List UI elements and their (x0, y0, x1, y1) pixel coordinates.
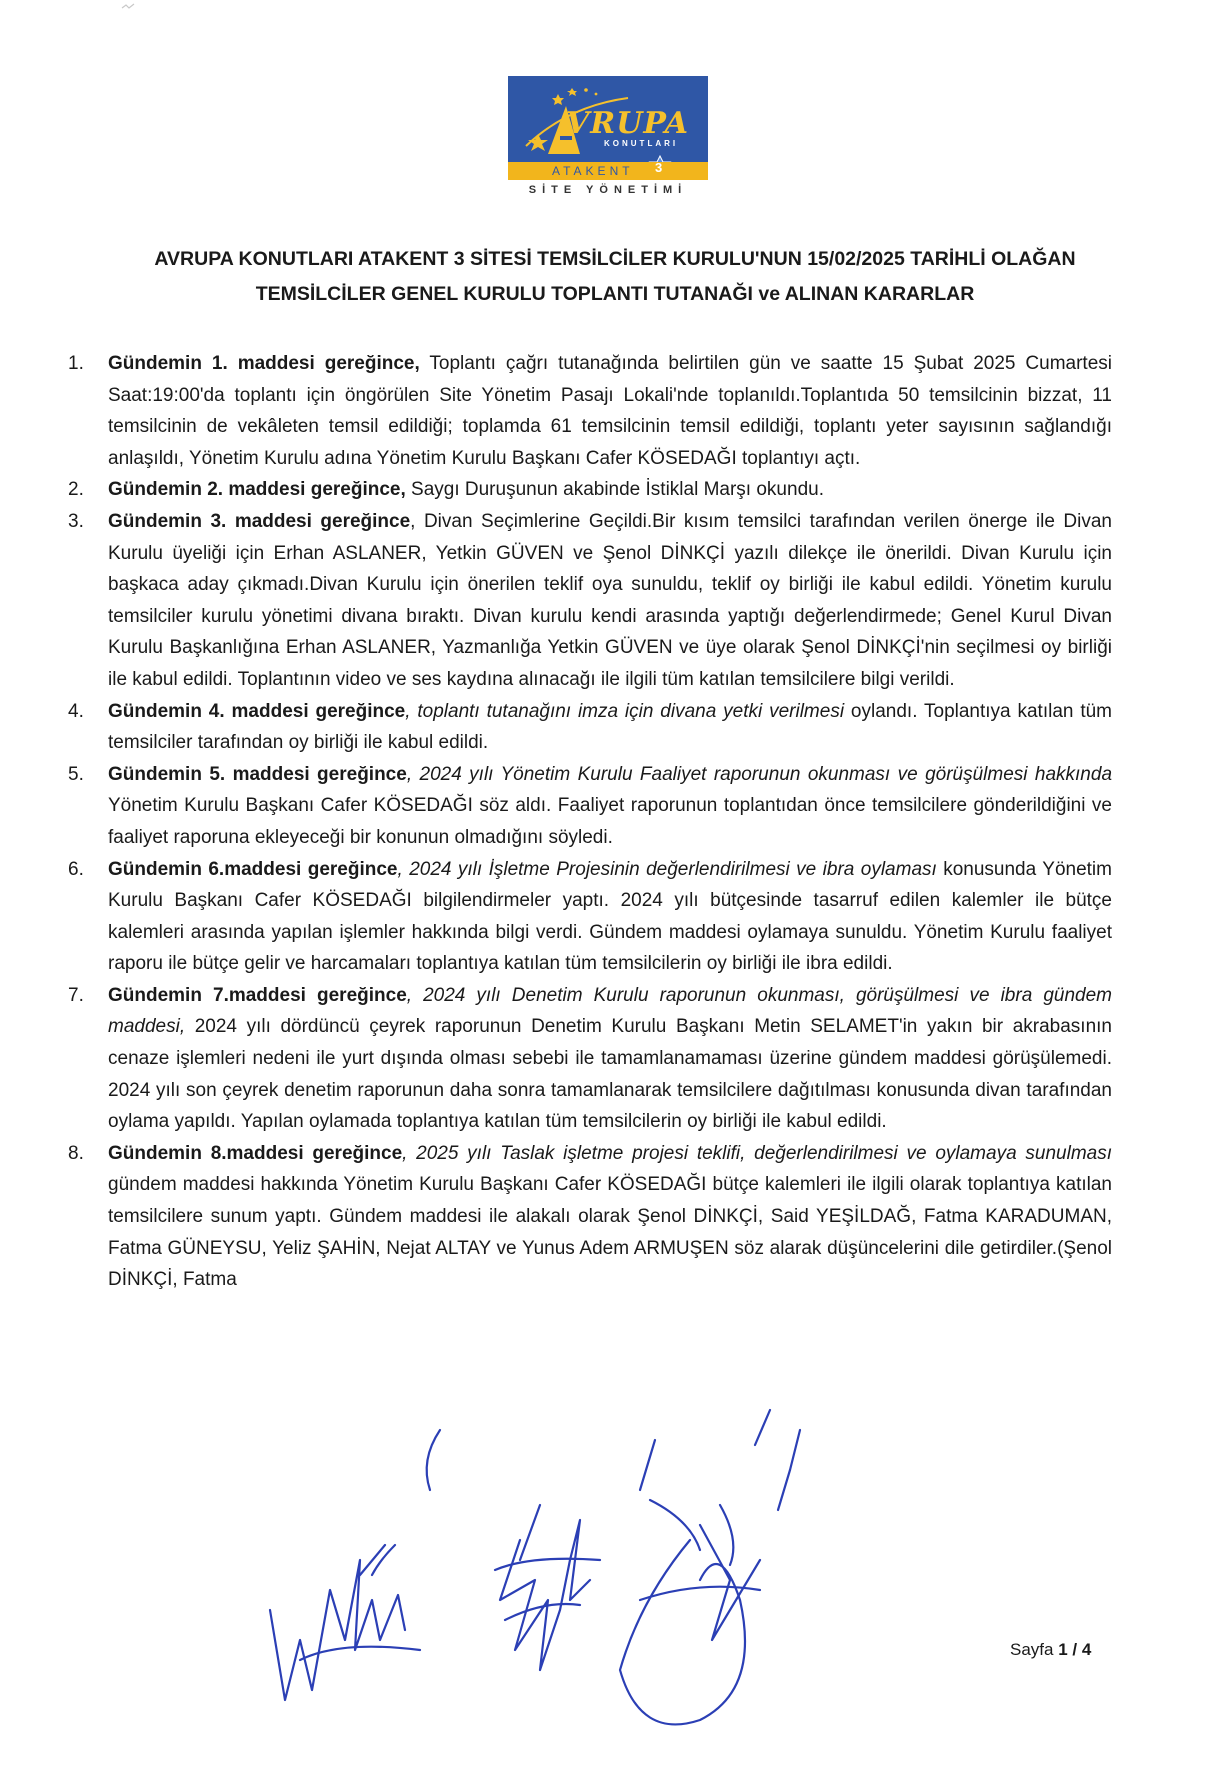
agenda-item-lead: Gündemin 5. maddesi gereğince (108, 763, 407, 785)
agenda-item (68, 474, 1112, 506)
agenda-item-italic: , 2024 yılı Denetim Kurulu raporunun okunması, görüşülmesi ve ibra gündem maddesi, (108, 984, 1112, 1038)
agenda-item-text: Saygı Duruşunun akabinde İstiklal Marşı okundu. (405, 479, 824, 501)
page-label: Sayfa (1010, 1640, 1054, 1659)
logo-wordmark: VRUPA (566, 106, 690, 141)
agenda-item-italic: , 2024 yılı İşletme Projesinin değerlendirilmesi ve ibra oylaması (397, 858, 937, 880)
agenda-item-lead: Gündemin 8.maddesi gereğince (108, 1142, 403, 1164)
agenda-item-lead: Gündemin 1. maddesi gereğince, (108, 353, 420, 374)
agenda-item-lead: Gündemin 4. maddesi gereğince (108, 700, 406, 722)
logo-caption: SİTE YÖNETİMİ (528, 184, 688, 196)
agenda-item-text: gündem maddesi hakkında Yönetim Kurulu Başkanı Cafer KÖSEDAĞI bütçe kalemleri ile ilgili olarak toplantıya katılan temsilcilere sunum yaptı. Gündem maddesi ile alakalı olarak Şenol DİNKÇİ, Said YEŞİLDAĞ, Fatma KARADUMAN, Fatma GÜNEYSU, Yeliz ŞAHİN, Nejat ALTAY ve Yunus Adem ARMUŞEN söz alarak düşüncelerini dile getirdiler.(Şenol DİNKÇİ, Fatma (108, 1174, 1112, 1291)
logo-subtitle: KONUTLARI (604, 139, 679, 148)
page-number (1010, 1640, 1091, 1660)
site-logo (508, 76, 708, 196)
agenda-item (68, 980, 1112, 1138)
agenda-item (68, 506, 1112, 696)
agenda-item-italic: , 2025 yılı Taslak işletme projesi teklifi, değerlendirilmesi ve oylamaya sunulması (402, 1142, 1112, 1164)
title-line-1: AVRUPA KONUTLARI ATAKENT 3 SİTESİ TEMSİLCİLER KURULU'NUN 15/02/2025 TARİHLİ OLAĞAN (154, 248, 1076, 270)
logo-atakent-text: ATAKENT (552, 164, 634, 178)
document-title (100, 242, 1130, 312)
agenda-item (68, 1138, 1112, 1296)
agenda-item-number: 8. (68, 1142, 84, 1164)
agenda-item (68, 759, 1112, 854)
page-total: 4 (1081, 1640, 1092, 1659)
agenda-item-text: konusunda Yönetim Kurulu Başkanı Cafer KÖSEDAĞI bilgilendirmeler yaptı. 2024 yılı bütçesinde tasarruf edilen kalemler ile bütçe kalemleri arasında yapılan işlemler hakkında bilgi verdi. Gündem maddesi oylamaya sunuldu. Yönetim Kurulu faaliyet raporu ile bütçe gelir ve harcamaları toplantıya katılan tüm temsilcilerin oy birliği ile ibra edildi. (108, 858, 1112, 975)
scan-artifact (120, 2, 140, 12)
agenda-item-italic: , toplantı tutanağını imza için divana yetki verilmesi (405, 700, 845, 722)
agenda-item-number: 5. (68, 763, 84, 785)
agenda-item-number: 1. (68, 353, 84, 374)
agenda-item-number: 3. (68, 510, 84, 532)
page-separator: / (1072, 1640, 1078, 1659)
agenda-item-lead: Gündemin 2. maddesi gereğince, (108, 479, 406, 501)
agenda-item-text: Yönetim Kurulu Başkanı Cafer KÖSEDAĞI söz aldı. Faaliyet raporunun toplantıdan önce temsilcilere gönderildiğini ve faaliyet raporuna ekleyeceği bir konunun olmadığını söyledi. (108, 795, 1112, 848)
agenda-item-italic: , 2024 yılı Yönetim Kurulu Faaliyet raporunun okunması ve görüşülmesi hakkında (406, 763, 1113, 785)
agenda-item-lead: Gündemin 7.maddesi gereğince (108, 984, 407, 1006)
title-line-2: TEMSİLCİLER GENEL KURULU TOPLANTI TUTANAĞI ve ALINAN KARARLAR (255, 283, 975, 305)
agenda-item-text: oylandı. Toplantıya katılan tüm temsilciler tarafından oy birliği ile kabul edildi. (108, 700, 1112, 754)
agenda-item-number: 6. (68, 858, 84, 880)
logo-emblem (508, 76, 708, 180)
agenda-item-number: 7. (68, 984, 84, 1006)
logo-badge-number: 3 (655, 160, 663, 175)
agenda-item-lead: Gündemin 3. maddesi gereğince (108, 510, 411, 532)
agenda-item-number: 2. (68, 479, 84, 501)
agenda-item-lead: Gündemin 6.maddesi gereğince (108, 858, 398, 880)
agenda-item-text: Toplantı çağrı tutanağında belirtilen gün ve saatte 15 Şubat 2025 Cumartesi Saat:19:00'da toplantı için öngörülen Site Yönetim Pasajı Lokali'nde toplanıldı.Toplantıda 50 temsilcinin bizzat, 11 temsilcinin de vekâleten temsil edildiği; toplamda 61 temsilcinin temsil edildiği, toplantı yeter sayısının sağlandığı anlaşıldı, Yönetim Kurulu adına Yönetim Kurulu Başkanı Cafer KÖSEDAĞI toplantıyı açtı. (108, 353, 1113, 469)
agenda-item (68, 854, 1112, 980)
agenda-item-number: 4. (68, 700, 84, 722)
agenda-item (68, 348, 1112, 474)
agenda-item-text: , Divan Seçimlerine Geçildi.Bir kısım temsilci tarafından verilen önerge ile Divan Kurulu üyeliği için Erhan ASLANER, Yetkin GÜVEN ve Şenol DİNKÇİ yazılı dilekçe ile önerildi. Divan Kurulu için başkaca aday çıkmadı.Divan Kurulu için önerilen teklif oya sunuldu, teklif oy birliği ile kabul edildi. Yönetim kurulu temsilciler kurulu yönetimi divana bıraktı. Divan kurulu kendi arasında yaptığı değerlendirmede; Genel Kurul Divan Kurulu Başkanlığına Erhan ASLANER, Yazmanlığa Yetkin GÜVEN ve üye olarak Şenol DİNKÇİ'nin seçilmesi oy birliği ile kabul edildi. Toplantının video ve ses kaydına alınacağı ile ilgili tüm katılan temsilcilere bilgi verildi. (108, 510, 1112, 690)
agenda-item (68, 696, 1112, 759)
agenda-list (68, 348, 1112, 1296)
page-current: 1 (1058, 1640, 1068, 1659)
agenda-item-text: 2024 yılı dördüncü çeyrek raporunun Denetim Kurulu Başkanı Metin SELAMET'in yakın bir akrabasının cenaze işlemleri nedeni ile yurt dışında olması sebebi ile tamamlanamaması üzerine gündem maddesi görüşülemedi. 2024 yılı son çeyrek denetim raporunun daha sonra tamamlanarak temsilcilere dağıtılması konusunda divan tarafından oylama yapıldı. Yapılan oylamada toplantıya katılan tüm temsilcilerin oy birliği ile kabul edildi. (108, 1016, 1112, 1133)
